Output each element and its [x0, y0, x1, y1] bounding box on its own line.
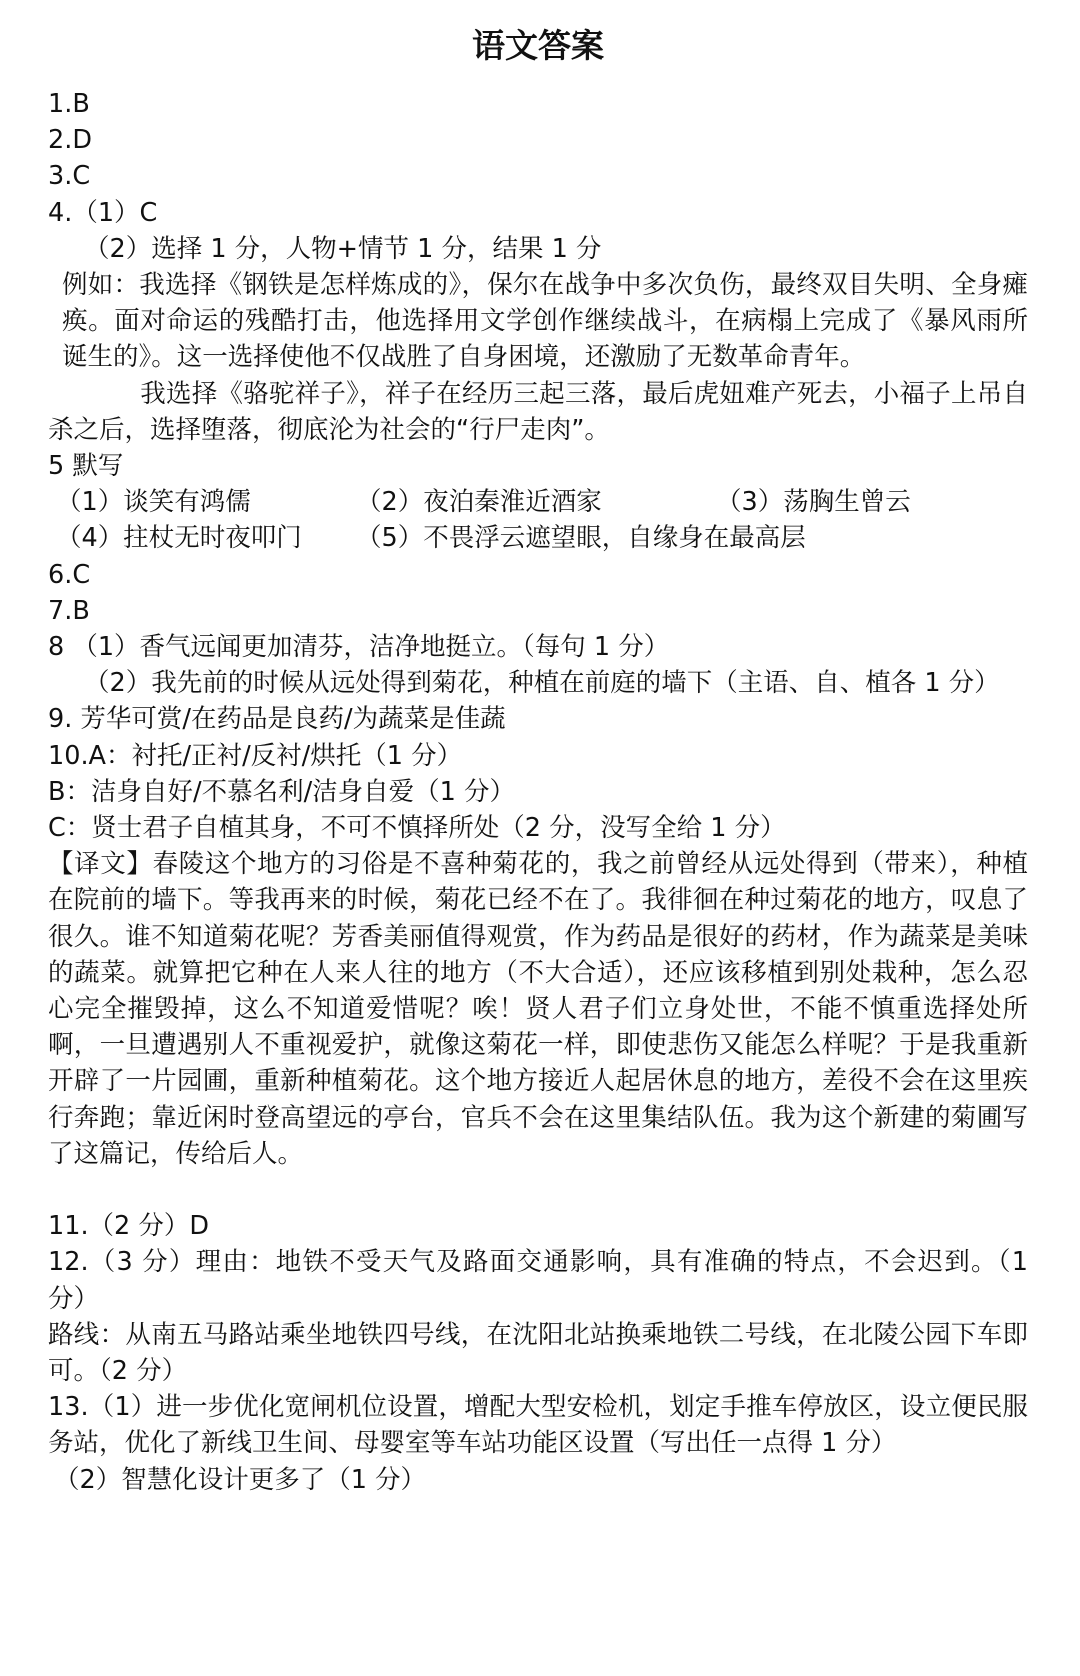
answer-10-b: B：洁身自好/不慕名利/洁身自爱（1 分） — [48, 776, 516, 807]
answer-3: 3.C — [48, 161, 91, 192]
answer-6: 6.C — [48, 559, 91, 590]
answer-5-1: （1）谈笑有鸿儒 — [56, 487, 251, 518]
page-title: 语文答案 — [472, 26, 604, 65]
answer-1: 1.B — [48, 89, 90, 119]
answer-12-reason: 12.（3 分）理由：地铁不受天气及路面交通影响，具有准确的特点，不会迟到。（1 分） — [48, 1247, 1028, 1314]
translation-paragraph: 【译文】春陵这个地方的习俗是不喜种菊花的，我之前曾经从远处得到（带来），种植在院前的墙下。等我再来的时候，菊花已经不在了。我徘徊在种过菊花的地方，叹息了很久。谁不知道菊花呢？芳香美丽值得观赏，作为药品是很好的药材，作为蔬菜是美味的蔬菜。就算把它种在人来人往的地方（不大合适），还应该移植到别处栽种，怎么忍心完全摧毁掉，这么不知道爱惜呢？唉！贤人君子们立身处世，不能不慎重选择处所啊，一旦遭遇别人不重视爱护，就像这菊花一样，即使悲伤又能怎么样呢？于是我重新开辟了一片园圃，重新种植菊花。这个地方接近人起居休息的地方，差役不会在这里疾行奔跑；靠近闲时登高望远的亭台，官兵不会在这里集结队伍。我为这个新建的菊圃写了这篇记，传给后人。 — [48, 849, 1028, 1169]
answer-13-2: （2）智慧化设计更多了（1 分） — [54, 1464, 427, 1495]
answer-9: 9. 芳华可赏/在药品是良药/为蔬菜是佳蔬 — [48, 704, 506, 735]
answer-5-2: （2）夜泊秦淮近酒家 — [356, 487, 602, 518]
answer-10-c: C：贤士君子自植其身，不可不慎择所处（2 分，没写全给 1 分） — [48, 813, 786, 844]
answer-10-a: 10.A：衬托/正衬/反衬/烘托（1 分） — [48, 740, 463, 771]
answer-4-1: 4.（1）C — [48, 197, 158, 228]
answer-12-route: 路线：从南五马路站乘坐地铁四号线，在沈阳北站换乘地铁二号线，在北陵公园下车即可。（2 分） — [48, 1319, 1028, 1386]
answer-5-3: （3）荡胸生曾云 — [716, 487, 911, 518]
answer-5-heading: 5 默写 — [48, 451, 124, 482]
answer-4-example-1: 例如：我选择《钢铁是怎样炼成的》，保尔在战争中多次负伤，最终双目失明、全身瘫痪。面对命运的残酷打击，他选择用文学创作继续战斗，在病榻上完成了《暴风雨所诞生的》。这一选择使他不仅战胜了自身困境，还激励了无数革命青年。 — [62, 270, 1028, 373]
answer-4-example-2-text: 我选择《骆驼祥子》，祥子在经历三起三落，最后虎妞难产死去，小福子上吊自杀之后，选择堕落，彻底沦为社会的“行尸走肉”。 — [48, 378, 1028, 445]
answer-4-2: （2）选择 1 分，人物+情节 1 分，结果 1 分 — [84, 233, 602, 264]
spacer — [48, 1172, 1028, 1208]
answer-7: 7.B — [48, 595, 90, 626]
answer-8-2: （2）我先前的时候从远处得到菊花，种植在前庭的墙下（主语、自、植各 1 分） — [84, 668, 1000, 699]
answer-13-1: 13.（1）进一步优化宽闸机位设置，增配大型安检机，划定手推车停放区，设立便民服务站，优化了新线卫生间、母婴室等车站功能区设置（写出任一点得 1 分） — [48, 1392, 1028, 1459]
answer-2: 2.D — [48, 125, 92, 156]
answer-5-row-1 — [48, 484, 1028, 520]
answer-11: 11.（2 分）D — [48, 1211, 210, 1242]
answer-8-1: 8 （1）香气远闻更加清芬，洁净地挺立。（每句 1 分） — [48, 632, 670, 663]
answer-4-example-2 — [48, 376, 1028, 448]
answer-5-5: （5）不畏浮云遮望眼，自缘身在最高层 — [356, 523, 806, 554]
answer-document — [48, 18, 1028, 1498]
answer-5-row-2 — [48, 520, 1028, 556]
answer-5-4: （4）拄杖无时夜叩门 — [56, 523, 302, 554]
